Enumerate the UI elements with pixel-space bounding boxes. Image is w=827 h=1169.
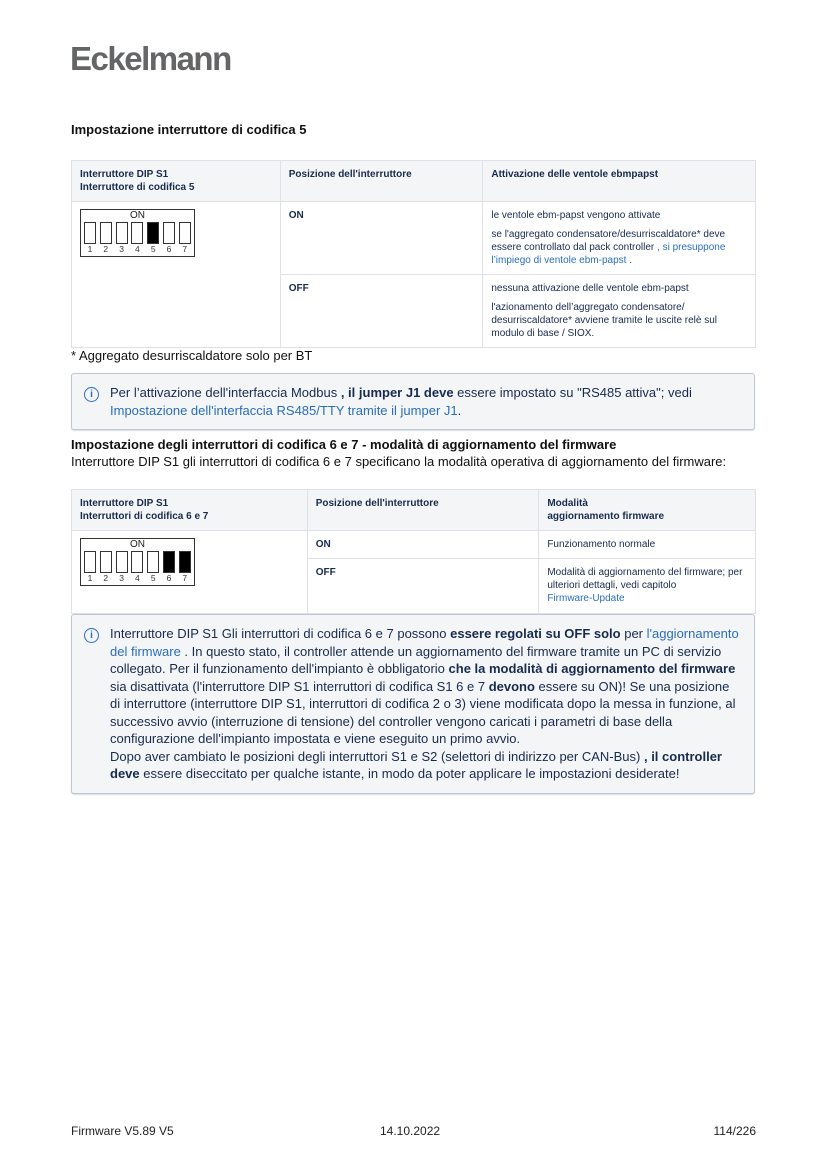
coding-switch-6-7-table (71, 489, 756, 614)
dip-switch-number: 4 (135, 244, 140, 254)
firmware-update-link[interactable]: Firmware-Update (547, 593, 625, 604)
dip-switch-number: 1 (87, 244, 93, 254)
position-off: OFF (280, 275, 483, 348)
dip-switch-number: 7 (182, 244, 188, 254)
dip-switch-number: 7 (182, 573, 188, 583)
dip-switch-number: 5 (150, 244, 156, 254)
dip-switch-7 (179, 551, 191, 573)
table-header-row (72, 490, 756, 531)
info-icon: i (84, 628, 99, 643)
section2-intro: Interruttore DIP S1 gli interruttori di codifica 6 e 7 specificano la modalità operativa di aggiornamento del firmware: (71, 453, 727, 469)
dip-switch-number: 2 (103, 244, 109, 254)
description-on: le ventole ebm-papst vengono attivate se l'aggregato condensatore/desurriscaldatore* deve essere controllato dal pack controller , si presuppone l’impiego di ventole ebm-papst . (483, 202, 756, 275)
position-on: ON (307, 531, 539, 559)
dip-switch-diagram (80, 209, 195, 257)
position-off: OFF (307, 559, 539, 614)
info-panel-modbus: i Per l’attivazione dell'interfaccia Modbus , il jumper J1 deve essere impostato su "RS485 attiva"; vedi Impostazione dell'interfaccia RS485/TTY tramite il jumper J1. (71, 373, 755, 430)
dip-switch-2 (100, 222, 112, 244)
footnote: * Aggregato desurriscaldatore solo per BT (71, 348, 313, 363)
dip-switch-3 (116, 222, 128, 244)
header-dip-switch: Interruttore DIP S1 Interruttore di codifica 5 (72, 161, 281, 202)
rs485-jumper-link[interactable]: Impostazione dell'interfaccia RS485/TTY tramite il jumper J1 (110, 402, 458, 418)
dip-switch-5 (147, 222, 159, 244)
header-fan-activation: Attivazione delle ventole ebmpapst (483, 161, 756, 202)
dip-switch-1 (84, 551, 96, 573)
description-off: Modalità di aggiornamento del firmware; per ulteriori dettagli, vedi capitolo Firmware-Update (539, 559, 756, 614)
footer-version: Firmware V5.89 V5 (71, 1124, 174, 1138)
dip-switch-number: 3 (119, 244, 124, 254)
dip-switch-number: 3 (119, 573, 124, 583)
firmware-update-link[interactable]: l'aggiornamento del firmware (110, 626, 739, 659)
dip-switch-2 (100, 551, 112, 573)
table-header-row (72, 161, 756, 202)
dip-switch-4 (131, 222, 143, 244)
ebm-papst-link[interactable]: , si presuppone l’impiego di ventole ebm-papst (491, 242, 726, 266)
table-row (72, 202, 756, 275)
dip-switch-number: 6 (166, 573, 172, 583)
coding-switch-5-table (71, 160, 756, 348)
description-on: Funzionamento normale (539, 531, 756, 559)
dip-switch-number: 1 (87, 573, 93, 583)
header-switch-position: Posizione dell'interruttore (280, 161, 483, 202)
dip-switch-diagram (80, 538, 195, 586)
dip-switch-1 (84, 222, 96, 244)
dip-switch-7 (179, 222, 191, 244)
dip-switch-4 (131, 551, 143, 573)
dip-switch-3 (116, 551, 128, 573)
company-logo: Eckelmann (70, 40, 231, 77)
dip-switch-6 (163, 551, 175, 573)
dip-diagram-cell (72, 202, 281, 348)
description-off: nessuna attivazione delle ventole ebm-papst l'azionamento dell’aggregato condensatore/ desurriscaldatore* avviene tramite le uscite relè sul modulo di base / SIOX. (483, 275, 756, 348)
header-firmware-mode: Modalità aggiornamento firmware (539, 490, 756, 531)
position-on: ON (280, 202, 483, 275)
dip-on-label: ON (130, 539, 145, 550)
dip-switch-number: 6 (166, 244, 172, 254)
section2-block (71, 437, 761, 471)
header-dip-switch: Interruttore DIP S1 Interruttori di codifica 6 e 7 (72, 490, 308, 531)
dip-diagram-cell (72, 531, 308, 614)
dip-on-label: ON (130, 210, 145, 221)
dip-switch-number: 4 (135, 573, 140, 583)
dip-switch-number: 2 (103, 573, 109, 583)
dip-switch-6 (163, 222, 175, 244)
info-icon: i (84, 387, 99, 402)
footer-date: 14.10.2022 (380, 1124, 441, 1138)
section-title-coding-switch-6-7: Impostazione degli interruttori di codifica 6 e 7 - modalità di aggiornamento del firmware (71, 437, 617, 452)
info-panel-firmware: i Interruttore DIP S1 Gli interruttori di codifica 6 e 7 possono essere regolati su OFF solo per l'aggiornamento del firmware . In questo stato, il controller attende un aggiornamento del firmware tramite un PC di servizio collegato. Per il funzionamento dell'impianto è obbligatorio che la modalità di aggiornamento del firmware sia disattivata (l'interruttore DIP S1 interruttori di codifica S1 6 e 7 devono essere su ON)! Se una posizione di interruttore (interruttore DIP S1, interruttori di codifica 2 o 3) viene modificata dopo la messa in funzione, al successivo avvio (interruzione di tensione) del controller vengono caricati i parametri di base della configurazione dell'impianto impostata e viene eseguito un primo avvio. Dopo aver cambiato le posizioni degli interruttori S1 e S2 (selettori di indirizzo per CAN-Bus) , il controller deve essere diseccitato per qualche istante, in modo da poter applicare le impostazioni desiderate! (71, 614, 755, 794)
dip-switch-5 (147, 551, 159, 573)
header-switch-position: Posizione dell'interruttore (307, 490, 539, 531)
dip-switch-number: 5 (150, 573, 156, 583)
section-title-coding-switch-5: Impostazione interruttore di codifica 5 (71, 122, 307, 137)
table-row (72, 531, 756, 559)
footer-page-number: 114/226 (713, 1124, 756, 1138)
